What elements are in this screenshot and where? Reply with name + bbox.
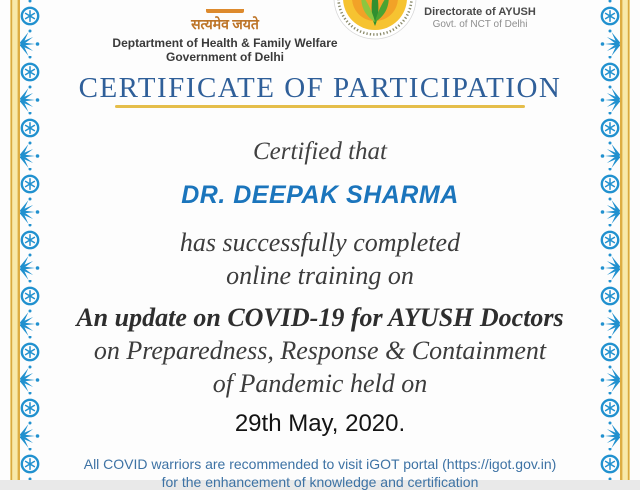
completion-date: 29th May, 2020. [234,410,406,437]
igot-portal-note-line1: All COVID warriors are recommended to visit iGOT portal (https://igot.gov.in) [83,456,557,472]
title-gold-underline [115,105,525,108]
completed-line: has successfully completed [179,228,461,257]
ayush-emblem-icon [333,0,417,44]
government-header [100,0,350,64]
recipient-name: DR. DEEPAK SHARMA [181,181,459,209]
directorate-header [424,6,536,31]
certificate-title: CERTIFICATE OF PARTICIPATION [78,72,562,104]
national-emblem-base-icon [206,9,244,13]
directorate-line1: Directorate of AYUSH [424,6,536,18]
satyameva-jayate-text: सत्यमेव जयते [191,18,259,33]
right-ornamental-border-icon [598,0,630,480]
left-ornamental-border-icon [10,0,42,480]
course-line3: of Pandemic held on [212,369,428,398]
igot-portal-note-line2: for the enhancement of knowledge and certification [161,474,479,490]
course-title: An update on COVID-19 for AYUSH Doctors [76,303,564,332]
department-line1: Deptartment of Health & Family Welfare [112,36,338,50]
directorate-line2: Govt. of NCT of Delhi [432,19,528,30]
training-line: online training on [226,261,414,290]
certified-that-line: Certified that [252,138,388,165]
department-line2: Government of Delhi [165,50,284,64]
course-line2: on Preparedness, Response & Containment [93,336,547,365]
